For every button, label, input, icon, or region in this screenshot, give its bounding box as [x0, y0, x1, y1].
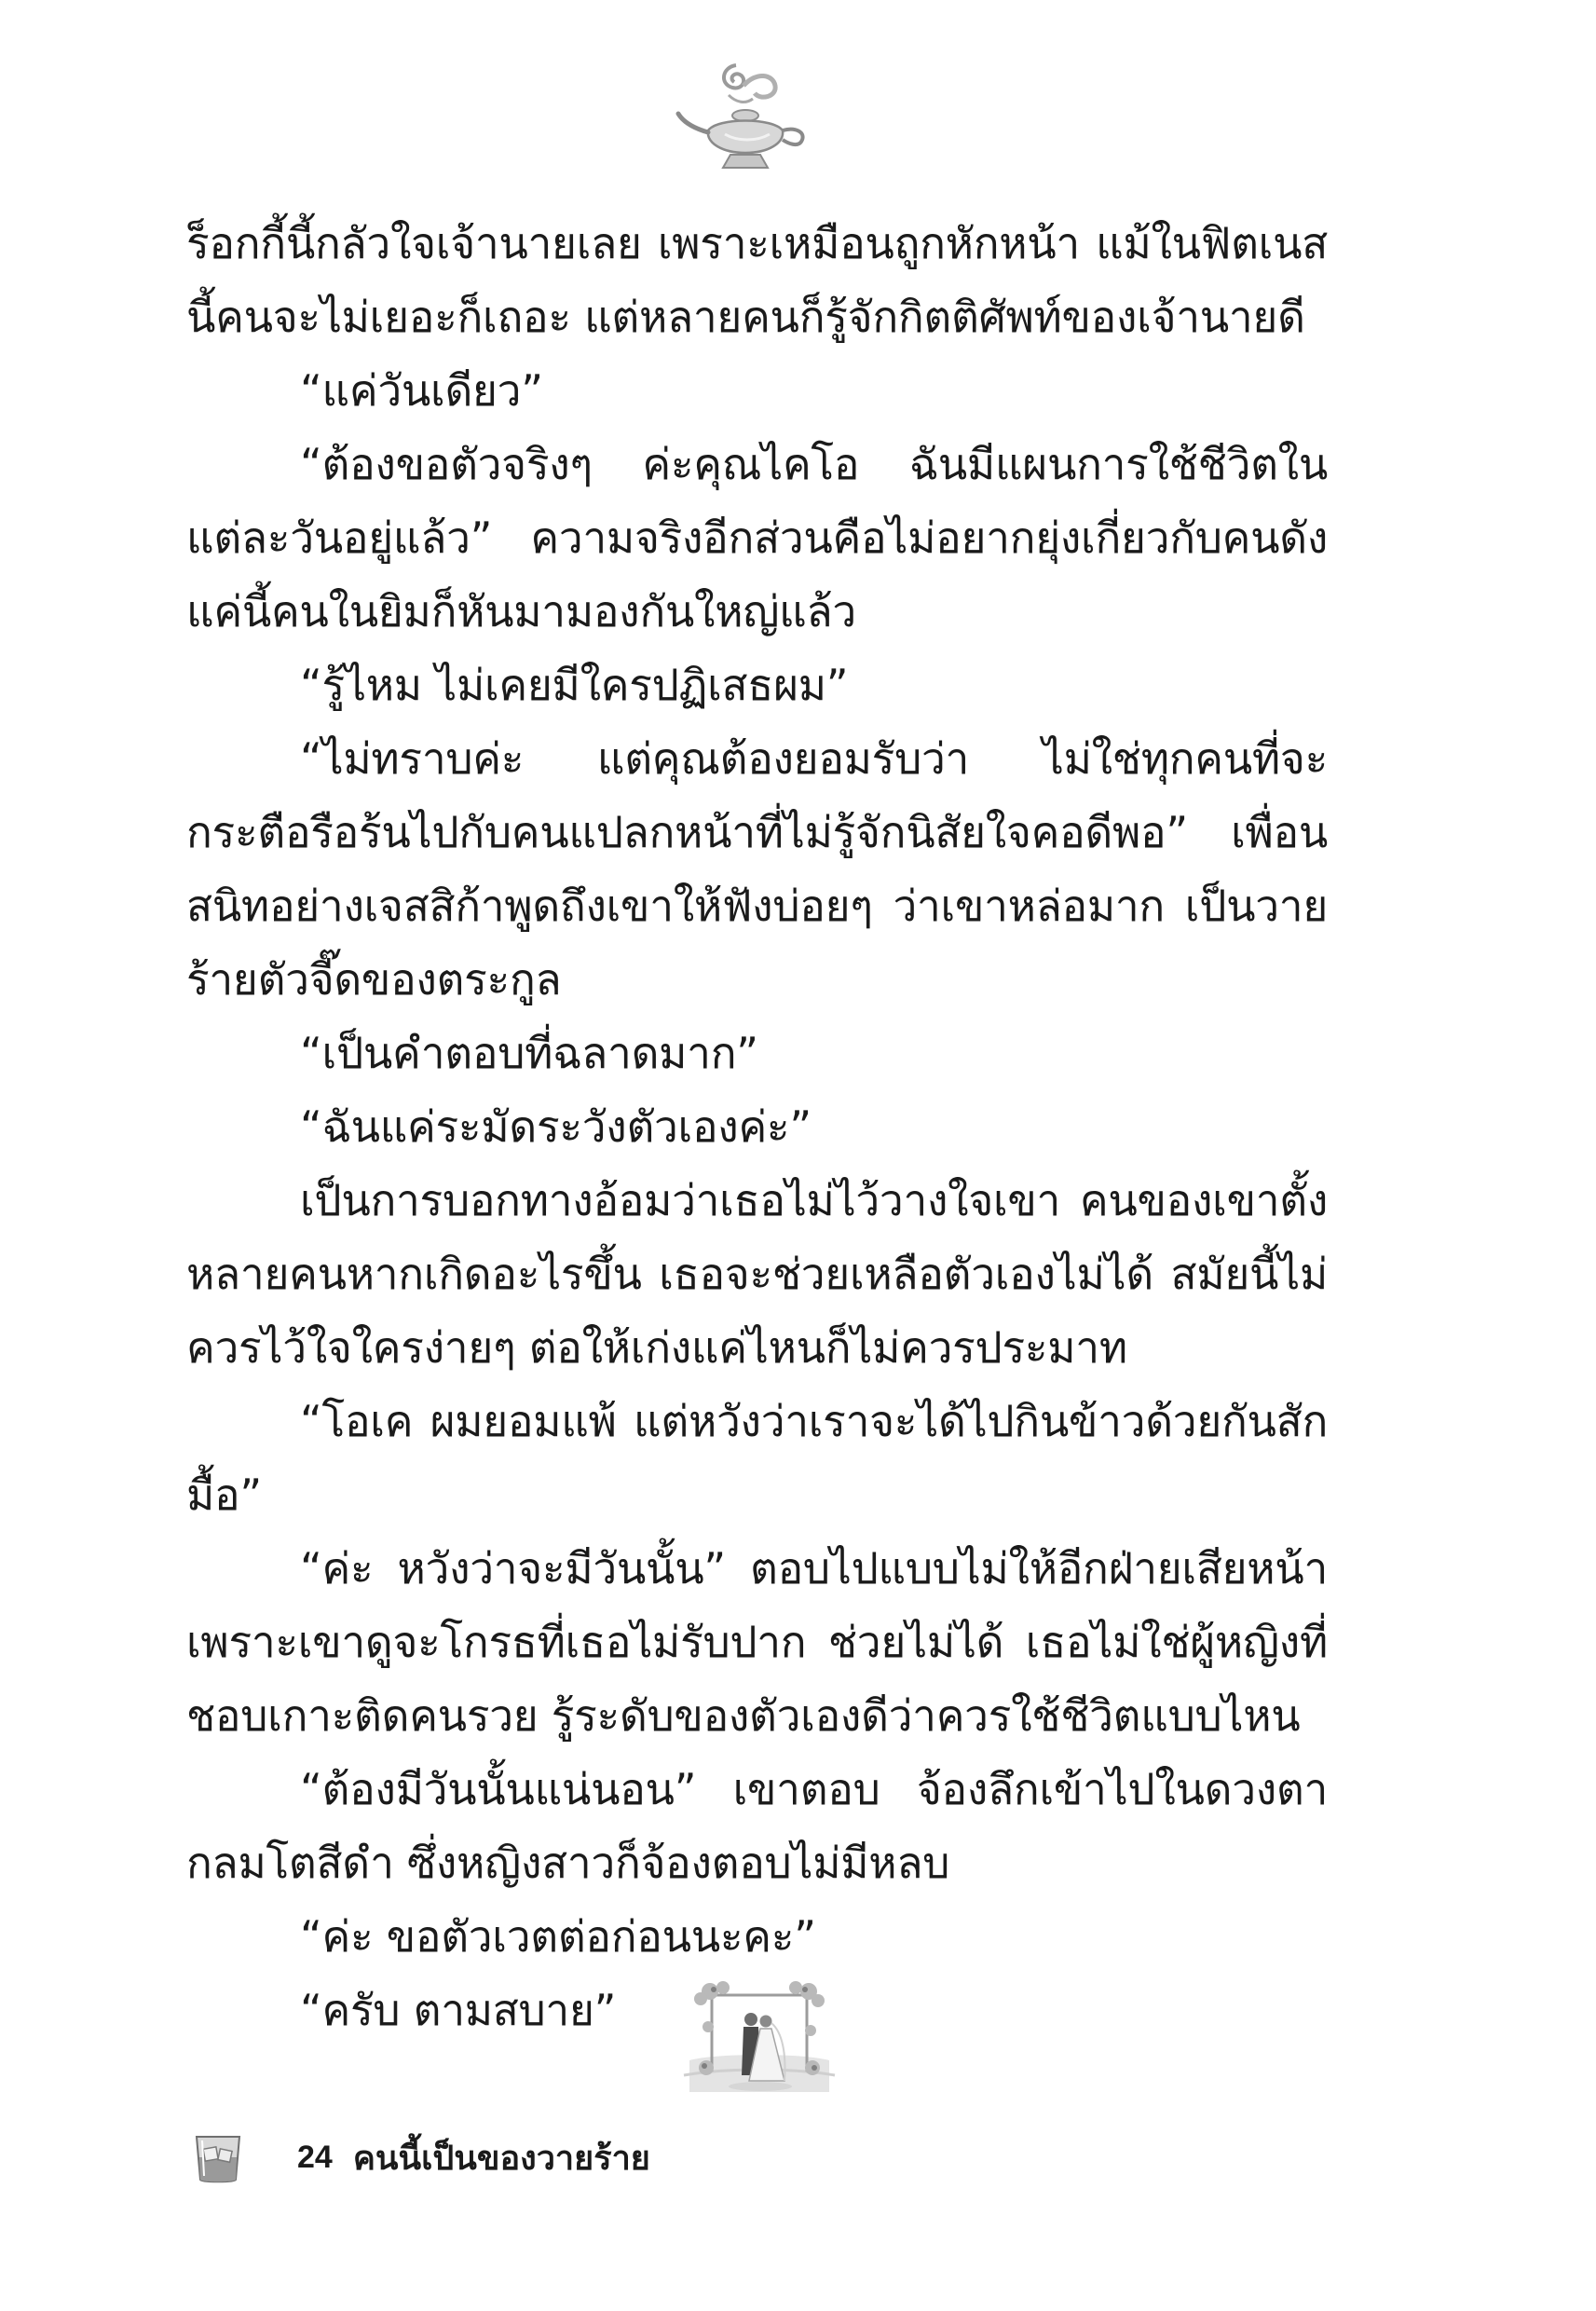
paragraph: “ครับ ตามสบาย”	[300, 1985, 617, 2035]
paragraph: “เป็นคำตอบที่ฉลาดมาก”	[300, 1028, 758, 1078]
paragraph: “ฉันแค่ระมัดระวังตัวเองค่ะ”	[300, 1101, 812, 1152]
page-number: 24	[297, 2139, 333, 2175]
page-footer	[191, 2129, 650, 2185]
wedding-couple-illustration	[680, 1971, 839, 2101]
paragraph: “ต้องมีวันนั้นแน่นอน” เขาตอบ จ้องลึกเข้าไปในดวงตากลมโตสีดำ ซึ่งหญิงสาวก็จ้องตอบไม่มีหลบ	[186, 1764, 1328, 1888]
paragraph: “ค่ะ ขอตัวเวตต่อก่อนนะคะ”	[300, 1911, 816, 1962]
paragraph: ร็อกกี้นี้กลัวใจเจ้านายเลย เพราะเหมือนถูกหักหน้า แม้ในฟิตเนสนี้คนจะไม่เยอะก็เถอะ แต่หลายคนก็รู้จักกิตติศัพท์ของเจ้านายดี	[186, 218, 1328, 342]
paragraph: “รู้ไหม ไม่เคยมีใครปฏิเสธผม”	[300, 660, 849, 710]
paragraph: “ไม่ทราบค่ะ แต่คุณต้องยอมรับว่า ไม่ใช่ทุกคนที่จะกระตือรือร้นไปกับคนแปลกหน้าที่ไม่รู้จักนิสัยใจคอดีพอ” เพื่อนสนิทอย่างเจสสิก้าพูดถึงเขาให้ฟังบ่อยๆ ว่าเขาหล่อมาก เป็นวายร้ายตัวจี๊ดของตระกูล	[186, 733, 1328, 1005]
paragraph: เป็นการบอกทางอ้อมว่าเธอไม่ไว้วางใจเขา คนของเขาตั้งหลายคนหากเกิดอะไรขึ้น เธอจะช่วยเหลือตัวเองไม่ได้ สมัยนี้ไม่ควรไว้ใจใครง่ายๆ ต่อให้เก่งแค่ไหนก็ไม่ควรประมาท	[186, 1175, 1328, 1373]
paragraph: “ต้องขอตัวจริงๆ ค่ะคุณไคโอ ฉันมีแผนการใช้ชีวิตในแต่ละวันอยู่แล้ว” ความจริงอีกส่วนคือไม่อยากยุ่งเกี่ยวกับคนดัง แค่นี้คนในยิมก็หันมามองกันใหญ่แล้ว	[186, 439, 1328, 636]
magic-lamp-ornament-icon	[671, 58, 820, 179]
paragraph: “แค่วันเดียว”	[300, 365, 543, 416]
story-text	[186, 207, 1328, 2047]
whiskey-glass-icon	[191, 2129, 245, 2185]
paragraph: “โอเค ผมยอมแพ้ แต่หวังว่าเราจะได้ไปกินข้าวด้วยกันสักมื้อ”	[186, 1396, 1328, 1520]
book-title: คนนี้เป็นของวายร้าย	[352, 2139, 650, 2178]
paragraph: “ค่ะ หวังว่าจะมีวันนั้น” ตอบไปแบบไม่ให้อีกฝ่ายเสียหน้า เพราะเขาดูจะโกรธที่เธอไม่รับปาก ช่วยไม่ได้ เธอไม่ใช่ผู้หญิงที่ชอบเกาะติดคนรวย รู้ระดับของตัวเองดีว่าควรใช้ชีวิตแบบไหน	[186, 1543, 1328, 1741]
